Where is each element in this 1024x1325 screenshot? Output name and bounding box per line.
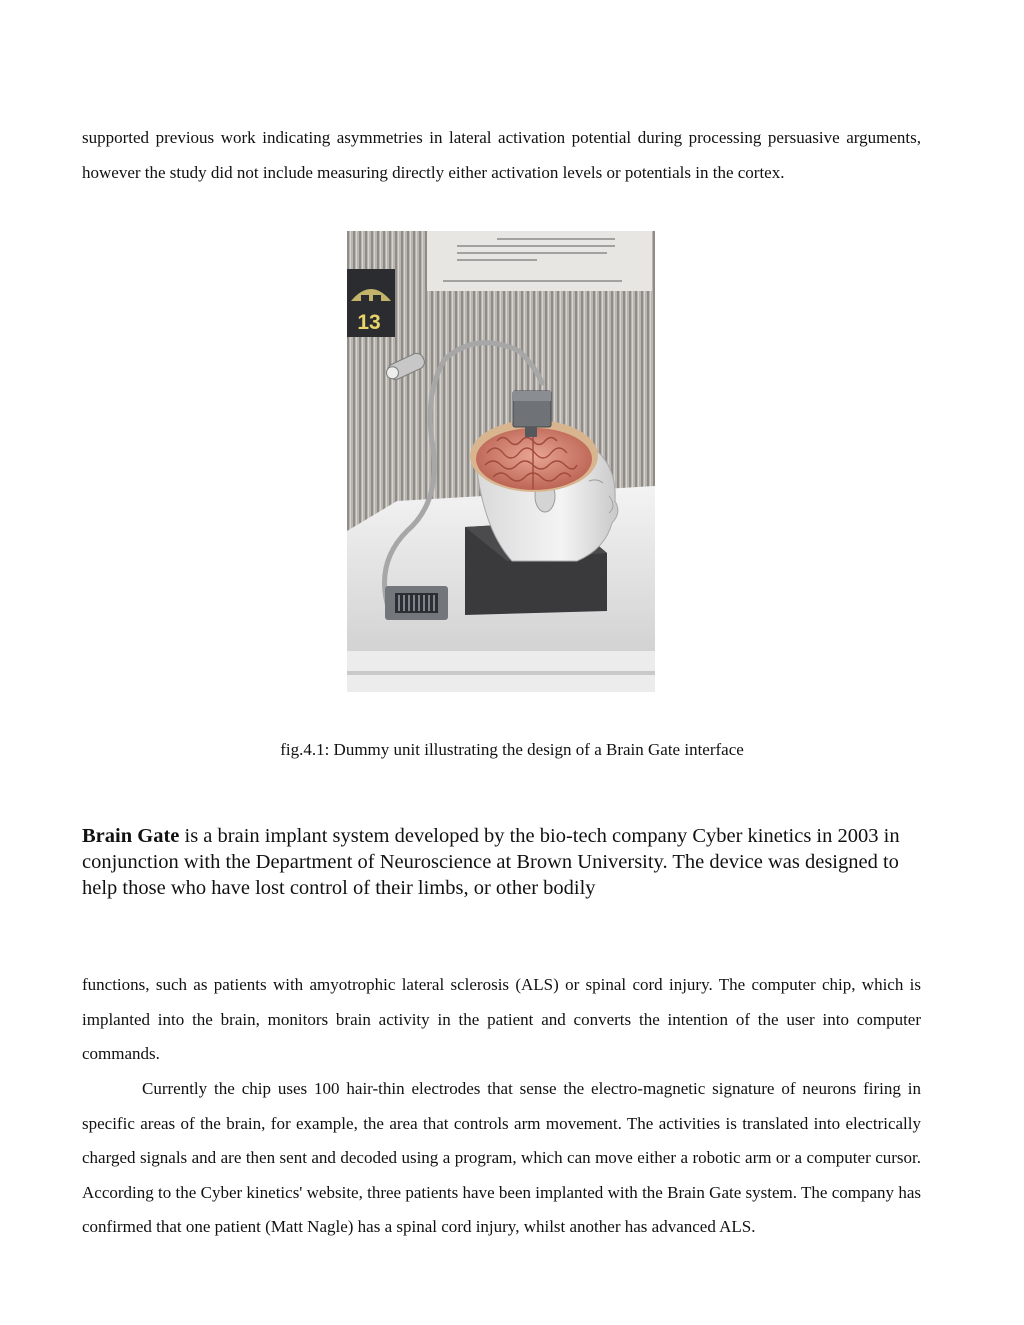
brain-gate-figure-image: [347, 231, 655, 692]
paragraph-intro: supported previous work indicating asymmetries in lateral activation potential during processing persuasive arguments, however the study did not include measuring directly either activation levels or potentials in the cortex.: [82, 128, 921, 182]
brain-gate-term: Brain Gate: [82, 825, 180, 847]
paragraph-functions: functions, such as patients with amyotrophic lateral sclerosis (ALS) or spinal cord injury. The computer chip, which is implanted into the brain, monitors brain activity in the patient and converts the intention of the user into computer commands.: [82, 975, 921, 1064]
brain-gate-description: is a brain implant system developed by the bio-tech company Cyber kinetics in 2003 in conjunction with the Department of Neuroscience at Brown University. The device was designed to help those who have lost control of their limbs, or other bodily: [82, 825, 900, 899]
exhibit-sign-number: 13: [357, 311, 381, 334]
figure-caption: fig.4.1: Dummy unit illustrating the design of a Brain Gate interface: [280, 740, 744, 759]
paragraph-brain-gate: [82, 823, 927, 901]
paragraph-currently: Currently the chip uses 100 hair-thin electrodes that sense the electro-magnetic signature of neurons firing in specific areas of the brain, for example, the area that controls arm movement. The activities is translated into electrically charged signals and are then sent and decoded using a program, which can move either a robotic arm or a computer cursor. According to the Cyber kinetics' website, three patients have been implanted with the Brain Gate system. The company has confirmed that one patient (Matt Nagle) has a spinal cord injury, whilst another has advanced ALS.: [82, 1079, 921, 1237]
